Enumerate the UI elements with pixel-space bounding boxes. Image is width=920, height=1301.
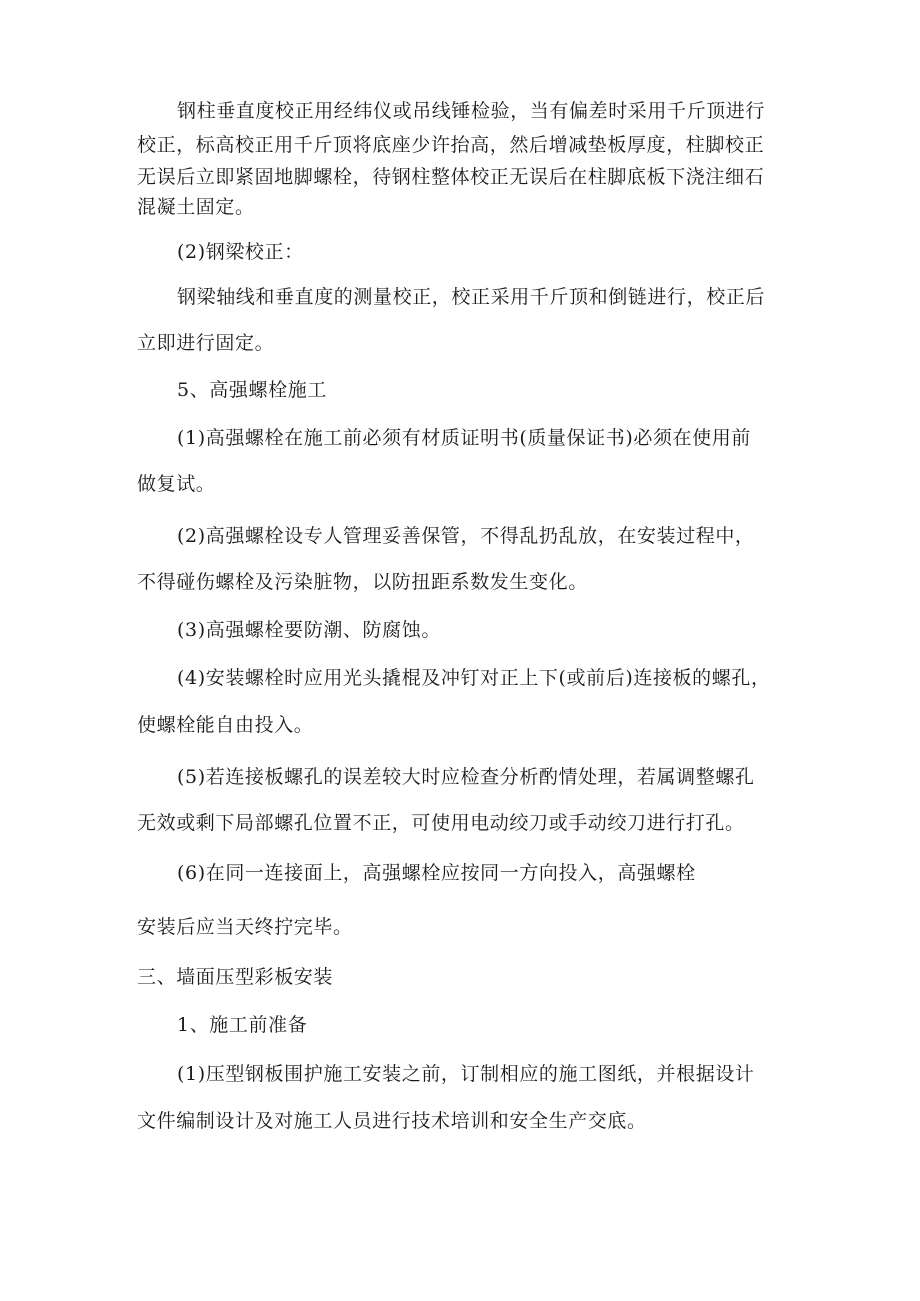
item-4-line-2: 使螺栓能自由投入。 (137, 714, 314, 736)
subsection-1-heading: 1、施工前准备 (177, 1014, 308, 1036)
beam-correction-heading: (2)钢梁校正： (177, 241, 304, 263)
para1-line-3: 无误后立即紧固地脚螺栓，待钢柱整体校正无误后在柱脚底板下浇注细石 (137, 166, 765, 188)
para2-line-1: 钢梁轴线和垂直度的测量校正，校正采用千斤顶和倒链进行，校正后 (177, 286, 766, 308)
item-6-line-2: 安装后应当天终拧完毕。 (137, 916, 353, 938)
section-3-heading: 三、墙面压型彩板安装 (137, 966, 334, 988)
para2-line-2: 立即进行固定。 (137, 332, 275, 354)
item-2-line-1: (2)高强螺栓设专人管理妥善保管，不得乱扔乱放，在安装过程中， (177, 525, 755, 547)
item-2-line-2: 不得碰伤螺栓及污染脏物，以防扭距系数发生变化。 (137, 571, 588, 593)
item-5-line-2: 无效或剩下局部螺孔位置不正，可使用电动绞刀或手动绞刀进行打孔。 (137, 812, 745, 834)
item-3: (3)高强螺栓要防潮、防腐蚀。 (177, 619, 441, 641)
item-1-line-1: (1)高强螺栓在施工前必须有材质证明书(质量保证书)必须在使用前 (177, 427, 751, 449)
item-4-line-1: (4)安装螺栓时应用光头撬棍及冲钉对正上下(或前后)连接板的螺孔， (177, 667, 771, 689)
para1-line-4: 混凝土固定。 (137, 196, 255, 218)
item-1-line-2: 做复试。 (137, 473, 216, 495)
section-5-heading: 5、高强螺栓施工 (177, 379, 327, 401)
prep-1-line-1: (1)压型钢板围护施工安装之前，订制相应的施工图纸，并根据设计 (177, 1063, 755, 1085)
para1-line-2: 校正，标高校正用千斤顶将底座少许抬高，然后增减垫板厚度，柱脚校正 (137, 134, 765, 156)
para1-line-1: 钢柱垂直度校正用经纬仪或吊线锤检验，当有偏差时采用千斤顶进行 (177, 100, 766, 122)
item-5-line-1: (5)若连接板螺孔的误差较大时应检查分析酌情处理，若属调整螺孔 (177, 766, 755, 788)
item-6-line-1: (6)在同一连接面上，高强螺栓应按同一方向投入，高强螺栓 (177, 862, 696, 884)
prep-1-line-2: 文件编制设计及对施工人员进行技术培训和安全生产交底。 (137, 1110, 647, 1132)
